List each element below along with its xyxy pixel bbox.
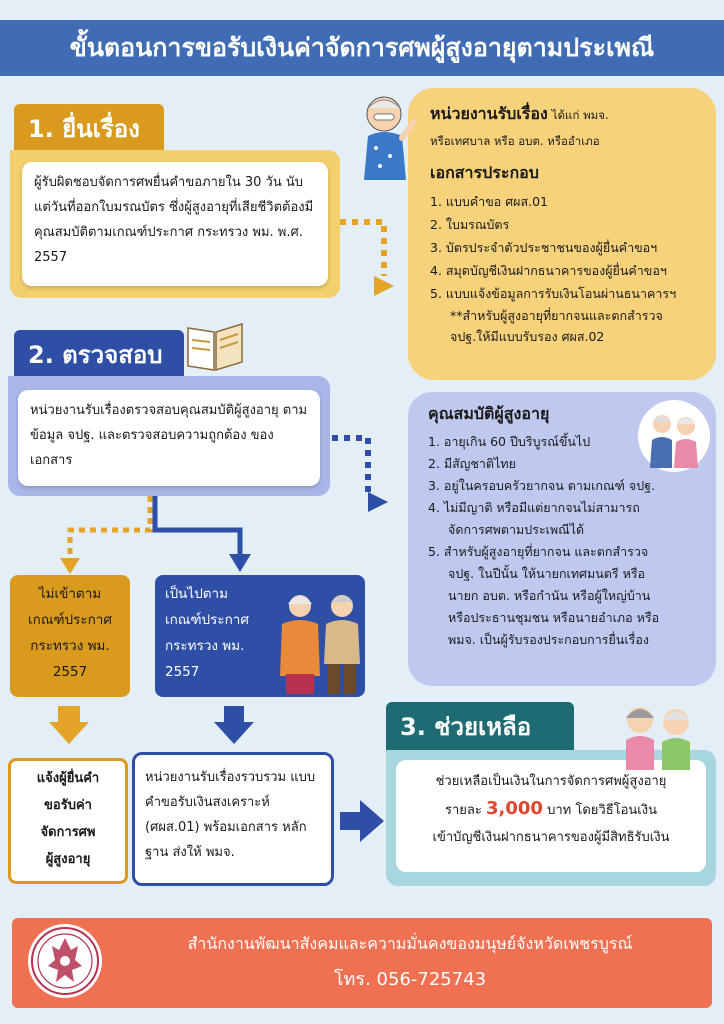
arrow-down-qualified (214, 706, 254, 744)
qualification-item: หรือประธานชุมชน หรือนายอำเภอ หรือ (448, 610, 660, 625)
agency-heading-row (430, 102, 704, 127)
documents-note-2: จปฐ.ให้มีแบบรับรอง ศผส.02 (450, 329, 605, 344)
qualification-item: 2. มีสัญชาติไทย (428, 456, 516, 471)
step3-line-2 (408, 795, 694, 824)
qualification-item: จัดการศพตามประเพณีได้ (448, 522, 585, 537)
arrow-down-not-qualified (49, 706, 89, 744)
arrow-to-not-qualified (60, 496, 150, 574)
arrow-step1-to-agency (340, 222, 394, 296)
not-qualified-line: ไม่เข้าตาม (38, 586, 102, 602)
page-title: ขั้นตอนการขอรับเงินค่าจัดการศพผู้สูงอายุตามประเพณี (0, 20, 724, 76)
agency-detail-2: หรือเทศบาล หรือ อบต. หรืออำเภอ (430, 134, 600, 148)
step3-line-3: เข้าบัญชีเงินฝากธนาคารของผู้มีสิทธิรับเงิน (432, 830, 670, 845)
step3-amount: 3,000 (486, 798, 543, 819)
open-book-icon (184, 318, 246, 374)
collect-box: หน่วยงานรับเรื่องรวบรวม แบบคำขอรับเงินสงเคราะห์ (ศผส.01) พร้อมเอกสาร หลักฐาน ส่งให้ พมจ. (132, 752, 334, 886)
qualification-item: 4. ไม่มีญาติ หรือมีแต่ยากจนไม่สามารถ (428, 500, 640, 515)
step3-prefix: รายละ (445, 803, 482, 818)
qualifications-box (408, 392, 716, 686)
qualification-item: 1. อายุเกิน 60 ปีบริบูรณ์ขึ้นไป (428, 434, 591, 449)
qualification-item: พมจ. เป็นผู้รับรองประกอบการยื่นเรื่อง (448, 632, 649, 647)
document-item: 1. แบบคำขอ ศผส.01 (430, 194, 548, 209)
documents-heading: เอกสารประกอบ (430, 163, 539, 182)
document-item: 3. บัตรประจำตัวประชาชนของผู้ยื่นคำขอฯ (430, 240, 658, 255)
step2-text: หน่วยงานรับเรื่องตรวจสอบคุณสมบัติผู้สูงอายุ ตามข้อมูล จปฐ. และตรวจสอบความถูกต้อง ของเอกสาร (18, 390, 320, 486)
notify-line: ผู้สูงอายุ (45, 852, 91, 867)
documents-note-1: **สำหรับผู้สูงอายุที่ยากจนและตกสำรวจ (450, 308, 663, 323)
step1-text: ผู้รับผิดชอบจัดการศพยื่นคำขอภายใน 30 วัน นับแต่วันที่ออกใบมรณบัตร ซึ่งผู้สูงอายุที่เสียชีวิตต้องมีคุณสมบัติตามเกณฑ์ประกาศ กระทรวง พม. พ.ศ. 2557 (22, 162, 328, 286)
step3-line-1: ช่วยเหลือเป็นเงินในการจัดการศพผู้สูงอายุ (435, 774, 667, 789)
agency-box (408, 88, 716, 380)
step2-label: 2. ตรวจสอบ (14, 330, 184, 378)
qualification-item: จปฐ. ในปีนั้น ให้นายกเทศมนตรี หรือ (448, 566, 646, 581)
qualified-line: 2557 (165, 664, 200, 680)
notify-line: ขอรับค่า (44, 798, 92, 813)
step3-suffix: บาท โดยวิธีโอนเงิน (547, 803, 657, 818)
step1-label: 1. ยื่นเรื่อง (14, 104, 164, 152)
agency-heading: หน่วยงานรับเรื่อง (430, 104, 548, 123)
qualified-line: เป็นไปตาม (165, 586, 229, 602)
document-item: 5. แบบแจ้งข้อมูลการรับเงินโอนผ่านธนาคารฯ (430, 286, 677, 301)
not-qualified-line: กระทรวง พม. (30, 638, 110, 654)
document-item: 4. สมุดบัญชีเงินฝากธนาคารของผู้ยื่นคำขอฯ (430, 263, 667, 278)
agency-detail-1: ได้แก่ พมจ. (551, 108, 609, 122)
step3-label: 3. ช่วยเหลือ (386, 702, 574, 750)
step3-text (396, 760, 706, 872)
ministry-seal-icon (26, 920, 104, 1002)
notify-line: จัดการศพ (40, 825, 96, 840)
qualifications-heading: คุณสมบัติผู้สูงอายุ (428, 404, 550, 423)
qualifications-list (428, 431, 706, 651)
qualification-item: 5. สำหรับผู้สูงอายุที่ยากจน และตกสำรวจ (428, 544, 649, 559)
qualification-item: 3. อยู่ในครอบครัวยากจน ตามเกณฑ์ จปฐ. (428, 478, 656, 493)
arrow-to-qualified (155, 496, 251, 572)
qualified-box (155, 575, 365, 697)
documents-list (430, 190, 704, 305)
notify-box (8, 758, 128, 884)
footer-phone: โทร. 056-725743 (333, 969, 487, 990)
arrow-step2-to-qualifications (332, 438, 388, 512)
not-qualified-box (10, 575, 130, 697)
arrow-collect-to-help (340, 800, 384, 842)
notify-line: แจ้งผู้ยื่นคำ (36, 771, 100, 786)
document-item: 2. ใบมรณบัตร (430, 217, 510, 232)
qualified-line: กระทรวง พม. (165, 638, 245, 654)
qualified-line: เกณฑ์ประกาศ (165, 612, 249, 628)
not-qualified-line: เกณฑ์ประกาศ (28, 612, 112, 628)
footer-org: สำนักงานพัฒนาสังคมและความมั่นคงของมนุษย์จังหวัดเพชรบูรณ์ (187, 934, 633, 953)
qualification-item: นายก อบต. หรือกำนัน หรือผู้ใหญ่บ้าน (448, 588, 651, 603)
not-qualified-line: 2557 (52, 664, 88, 680)
elderly-man-waving-illustration (356, 92, 416, 182)
